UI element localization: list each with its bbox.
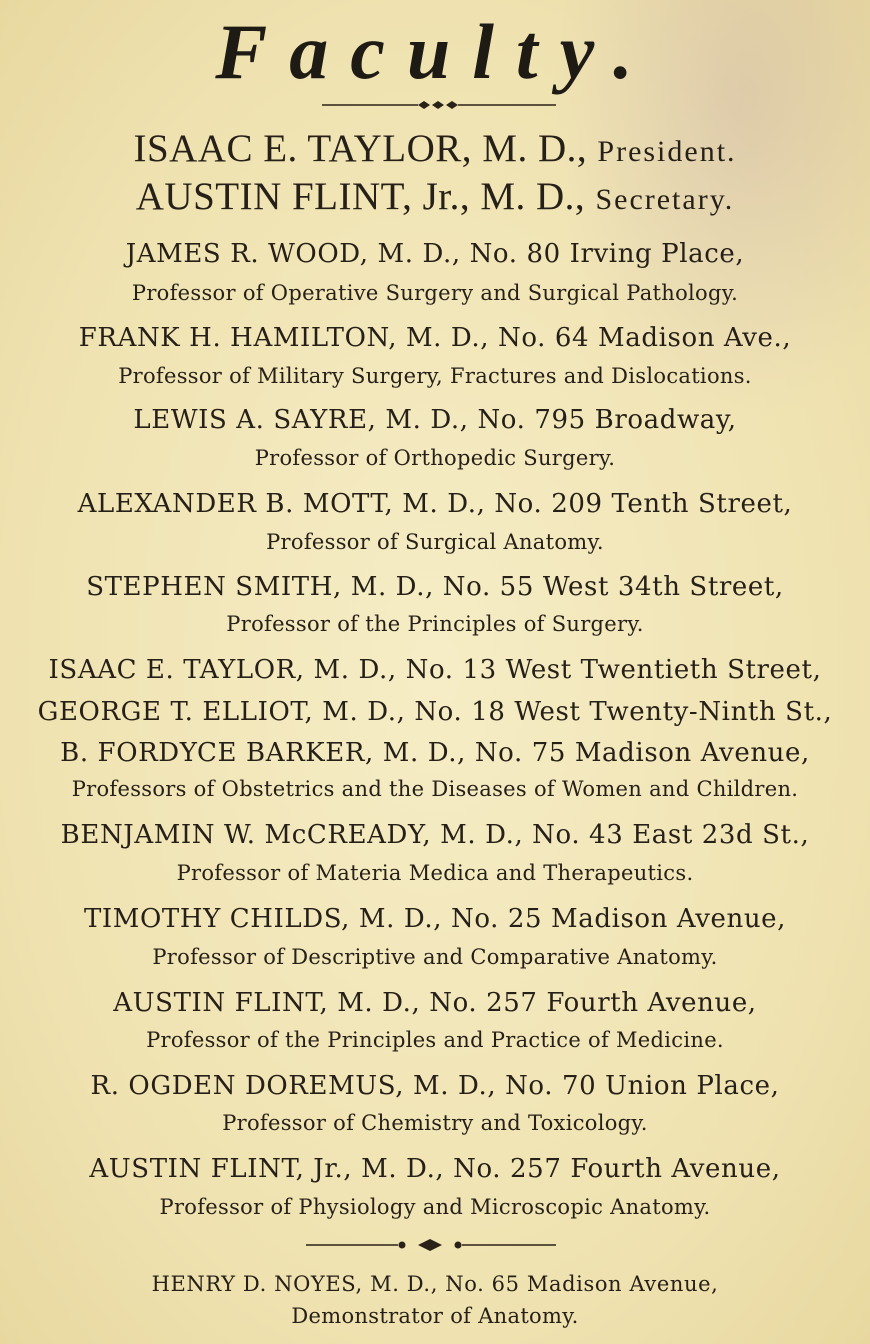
professor-name: STEPHEN SMITH, M. D., No. 55 West 34th Street, [86, 572, 784, 602]
professor-title: Professor of Physiology and Microscopic Anatomy. [159, 1195, 711, 1219]
professor-title: Professor of the Principles and Practice of Medicine. [146, 1028, 724, 1052]
professor-name: LEWIS A. SAYRE, M. D., No. 795 Broadway, [133, 405, 737, 435]
officer-name: ISAAC E. TAYLOR, M. D., [133, 127, 588, 170]
professor-name: TIMOTHY CHILDS, M. D., No. 25 Madison Avenue, [83, 904, 787, 934]
obstetrics-professors-title: Professors of Obstetrics and the Diseases of Women and Children. [71, 777, 799, 801]
obstetrics-professor-name: B. FORDYCE BARKER, M. D., No. 75 Madison Avenue, [60, 738, 810, 768]
bottom-ornament-rule [0, 1237, 870, 1253]
officer-name: AUSTIN FLINT, Jr., M. D., [135, 175, 586, 218]
professor-name: R. OGDEN DOREMUS, M. D., No. 70 Union Place, [90, 1071, 780, 1101]
page-title: Faculty. [215, 8, 655, 95]
professor-name: ALEXANDER B. MOTT, M. D., No. 209 Tenth Street, [77, 489, 793, 519]
demonstrator-name: HENRY D. NOYES, M. D., No. 65 Madison Avenue, [151, 1272, 719, 1296]
professor-title: Professor of Materia Medica and Therapeutics. [176, 861, 694, 885]
professor-title: Professor of Chemistry and Toxicology. [222, 1111, 648, 1135]
professor-name: AUSTIN FLINT, Jr., M. D., No. 257 Fourth Avenue, [89, 1154, 781, 1184]
professor-title: Professor of the Principles of Surgery. [226, 612, 644, 636]
professor-title: Professor of Orthopedic Surgery. [254, 446, 616, 470]
professor-title: Professor of Operative Surgery and Surgical Pathology. [131, 281, 739, 305]
professor-title: Professor of Descriptive and Comparative Anatomy. [152, 945, 718, 969]
officer-role: President. [597, 135, 737, 168]
demonstrator-title: Demonstrator of Anatomy. [291, 1304, 579, 1328]
officer-president [0, 126, 870, 175]
obstetrics-professor-name: GEORGE T. ELLIOT, M. D., No. 18 West Twenty-Ninth St., [37, 697, 833, 727]
professor-name: FRANK H. HAMILTON, M. D., No. 64 Madison Ave., [78, 323, 792, 353]
professor-name: BENJAMIN W. McCREADY, M. D., No. 43 East 23d St., [60, 820, 810, 850]
professor-name: AUSTIN FLINT, M. D., No. 257 Fourth Avenue, [113, 988, 757, 1018]
professor-title: Professor of Surgical Anatomy. [266, 530, 604, 554]
top-ornament-rule [0, 97, 870, 113]
officer-role: Secretary. [595, 183, 735, 216]
professor-title: Professor of Military Surgery, Fractures and Dislocations. [118, 364, 752, 388]
professor-name: JAMES R. WOOD, M. D., No. 80 Irving Place, [125, 239, 745, 269]
obstetrics-professor-name: ISAAC E. TAYLOR, M. D., No. 13 West Twentieth Street, [48, 655, 822, 685]
officer-secretary [0, 174, 870, 223]
